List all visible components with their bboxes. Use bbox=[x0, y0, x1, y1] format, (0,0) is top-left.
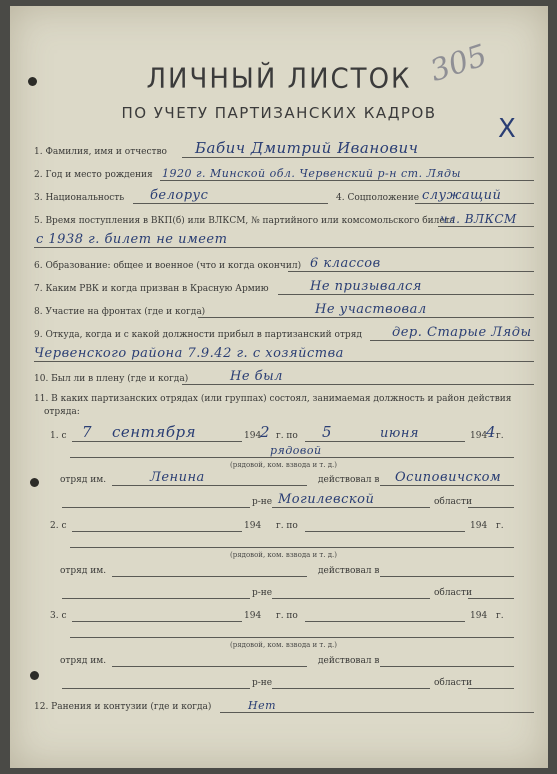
detachment-prefix: отряд им. bbox=[60, 566, 107, 576]
field-label: 10. Был ли в плену (где и когда) bbox=[34, 374, 189, 384]
acted-value: Осиповичском bbox=[395, 470, 502, 485]
field-value: Бабич Дмитрий Иванович bbox=[195, 139, 419, 157]
from-year-prefix: 194 bbox=[244, 431, 262, 441]
from-year-digit: 2 bbox=[260, 423, 271, 441]
field-name bbox=[30, 139, 534, 160]
detachment-value: Ленина bbox=[150, 470, 205, 485]
field-value: Не был bbox=[230, 369, 283, 384]
field-label: 8. Участие на фронтах (где и когда) bbox=[34, 307, 206, 317]
to-day: 5 bbox=[322, 423, 333, 441]
detachment-prefix: отряд им. bbox=[60, 475, 107, 485]
period-prefix: 3. с bbox=[50, 611, 67, 621]
acted-label: действовал в bbox=[318, 475, 380, 485]
service-district-1 bbox=[30, 492, 534, 510]
field-value: 6 классов bbox=[310, 256, 381, 271]
pencil-number: 305 bbox=[425, 38, 492, 89]
field-party bbox=[30, 211, 534, 229]
region-label: области bbox=[434, 497, 472, 507]
field-nationality bbox=[30, 188, 534, 206]
to-prefix: г. по bbox=[276, 431, 298, 441]
service-position-1 bbox=[30, 442, 534, 460]
service-district-3 bbox=[30, 673, 534, 691]
position-value: рядовой bbox=[270, 444, 322, 457]
field-fronts bbox=[30, 302, 534, 320]
year-blank: 194 bbox=[244, 611, 262, 621]
field-arrival-cont bbox=[30, 346, 534, 364]
service-position-3 bbox=[30, 622, 534, 640]
field-value: Червенского района 7.9.42 г. с хозяйства bbox=[34, 346, 344, 361]
document-sheet bbox=[10, 6, 548, 768]
field-label: 11. В каких партизанских отрядах (или группах) состоял, занимаемая должность и район действия bbox=[34, 394, 512, 404]
year-blank: 194 bbox=[470, 611, 488, 621]
field-value: Не призывался bbox=[310, 279, 422, 294]
field-captivity bbox=[30, 369, 534, 387]
from-month: сентября bbox=[112, 423, 197, 441]
field-birth bbox=[30, 165, 534, 183]
field-party-cont bbox=[30, 232, 534, 250]
field-value: Не участвовал bbox=[315, 302, 427, 317]
acted-label: действовал в bbox=[318, 656, 380, 666]
field-conscription bbox=[30, 279, 534, 297]
region-label: области bbox=[434, 588, 472, 598]
position-caption: (рядовой, ком. взвода и т. д.) bbox=[230, 551, 338, 559]
to-year-digit: 4 bbox=[486, 423, 497, 441]
field-value: Нет bbox=[248, 699, 277, 712]
region-label: области bbox=[434, 678, 472, 688]
document-title: ЛИЧНЫЙ ЛИСТОК bbox=[146, 63, 412, 95]
service-district-2 bbox=[30, 583, 534, 601]
detachment-prefix: отряд им. bbox=[60, 656, 107, 666]
field-label: 1. Фамилия, имя и отчество bbox=[34, 147, 167, 157]
period-prefix: 1. с bbox=[50, 431, 67, 441]
field-label: отряда: bbox=[44, 407, 80, 417]
year-suffix: г. bbox=[496, 611, 504, 621]
service-position-2 bbox=[30, 532, 534, 550]
to-prefix: г. по bbox=[276, 521, 298, 531]
field-label: 2. Год и место рождения bbox=[34, 170, 153, 180]
district-label: р-не bbox=[252, 678, 273, 688]
service-detachment-3 bbox=[30, 651, 534, 669]
period-prefix: 2. с bbox=[50, 521, 67, 531]
district-label: р-не bbox=[252, 497, 273, 507]
district-value: Могилевской bbox=[278, 492, 375, 507]
field-label: 3. Национальность bbox=[34, 193, 125, 203]
to-year-prefix: 194 bbox=[470, 431, 488, 441]
year-suffix: г. bbox=[496, 431, 504, 441]
field-wounds bbox=[30, 697, 534, 715]
field-value: служащий bbox=[422, 188, 502, 203]
field-label: 9. Откуда, когда и с какой должности прибыл в партизанский отряд bbox=[34, 330, 362, 340]
corner-mark: Х bbox=[498, 114, 516, 144]
to-month: июня bbox=[380, 426, 419, 441]
document-subtitle: ПО УЧЕТУ ПАРТИЗАНСКИХ КАДРОВ bbox=[121, 104, 437, 122]
district-label: р-не bbox=[252, 588, 273, 598]
from-day: 7 bbox=[82, 423, 93, 441]
year-blank: 194 bbox=[244, 521, 262, 531]
field-arrival bbox=[30, 325, 534, 343]
position-caption: (рядовой, ком. взвода и т. д.) bbox=[230, 461, 338, 469]
field-detachments-cont bbox=[30, 402, 534, 420]
field-label: 12. Ранения и контузии (где и когда) bbox=[34, 702, 212, 712]
service-detachment-2 bbox=[30, 561, 534, 579]
field-value: 1920 г. Минской обл. Червенский р-н ст. Ляды bbox=[162, 167, 461, 180]
field-label: 5. Время поступления в ВКП(б) или ВЛКСМ, № партийного или комсомольского билета bbox=[34, 216, 456, 226]
acted-label: действовал в bbox=[318, 566, 380, 576]
field-education bbox=[30, 256, 534, 274]
field-value: белорус bbox=[150, 188, 209, 203]
field-label: 6. Образование: общее и военное (что и когда окончил) bbox=[34, 261, 302, 271]
field-value: чл. ВЛКСМ bbox=[440, 212, 517, 226]
service-detachment-1 bbox=[30, 470, 534, 488]
field-value: с 1938 г. билет не имеет bbox=[36, 232, 228, 247]
position-caption: (рядовой, ком. взвода и т. д.) bbox=[230, 641, 338, 649]
field-value: дер. Старые Ляды bbox=[392, 325, 532, 340]
to-prefix: г. по bbox=[276, 611, 298, 621]
field-label: 4. Соцположение bbox=[336, 193, 420, 203]
year-blank: 194 bbox=[470, 521, 488, 531]
field-label: 7. Каким РВК и когда призван в Красную Армию bbox=[34, 284, 269, 294]
year-suffix: г. bbox=[496, 521, 504, 531]
